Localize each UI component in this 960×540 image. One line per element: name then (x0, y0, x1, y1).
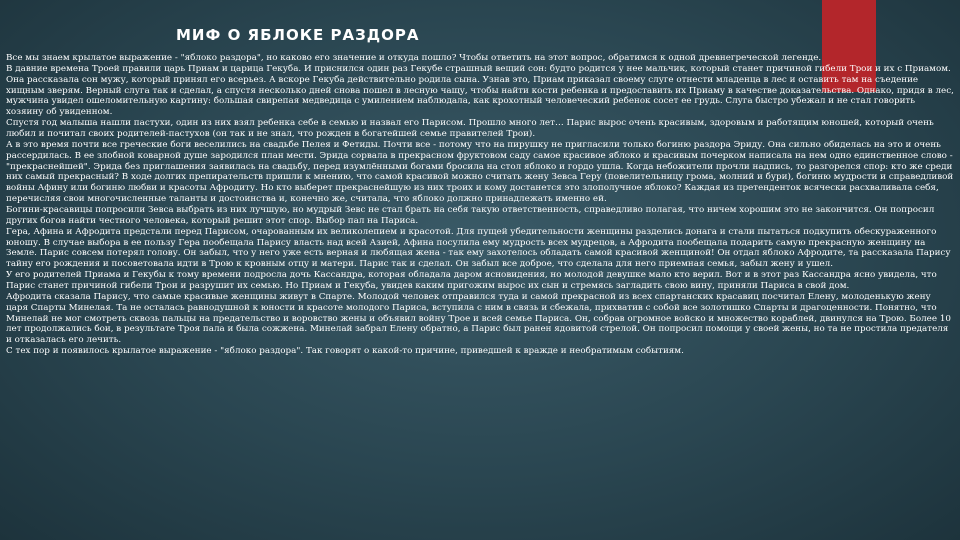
slide-body-text (6, 53, 954, 537)
paragraph: В давние времена Троей правили царь Приам и царица Гекуба. И приснился один раз Гекубе страшный вещий сон: будто родится у нее мальчик, который станет причиной гибели Трои и их с Приамом. Она рассказала сон мужу, который принял его всерьез. А вскоре Гекуба действительно родила сына. Узнав это, Приам приказал своему слуге отнести младенца в лес и оставить там на съедение хищным зверям. Верный слуга так и сделал, а спустя несколько дней снова пошел в лесную чащу, чтобы найти кости ребенка и предоставить их Приаму в качестве доказательства. Однако, придя в лес, мужчина увидел ошеломительную картину: большая свирепая медведица с умилением наблюдала, как крохотный человеческий ребенок сосет ее грудь. Слуга быстро убежал и не стал говорить хозяину об увиденном. (6, 63, 954, 118)
paragraph: Богини-красавицы попросили Зевса выбрать из них лучшую, но мудрый Зевс не стал брать на себя такую ответственность, справедливо полагая, что ничем хорошим это не закончится. Он попросил других богов найти честного человека, который решит этот спор. Выбор пал на Париса. (6, 205, 935, 226)
paragraph: С тех пор и появилось крылатое выражение - "яблоко раздора". Так говорят о какой-то причине, приведшей к вражде и необратимым событиям. (6, 346, 684, 357)
paragraph: Гера, Афина и Афродита предстали перед Парисом, очарованным их великолепием и красотой. Для пущей убедительности женщины разделись донага и стали пытаться подкупить обескураженного юношу. В случае выбора в ее пользу Гера пообещала Парису власть над всей Азией, Афина посулила ему мудрость всех мудрецов, а Афродита пообещала подарить самую прекрасную женщину на Земле. Парис совсем потерял голову. Он забыл, что у него уже есть верная и любящая жена - так ему захотелось обладать самой красивой женщиной! Он отдал яблоко Афродите, та рассказала Парису тайну его рождения и посоветовала идти в Трою к кровным отцу и матери. Парис так и сделал. Он забыл все доброе, что сделала для него приемная семья, забыл жену и ушел. (6, 226, 951, 270)
paragraph: А в это время почти все греческие боги веселились на свадьбе Пелея и Фетиды. Почти все - потому что на пирушку не пригласили только богиню раздора Эриду. Она сильно обиделась на это и очень рассердилась. В ее злобной коварной душе зародился план мести. Эрида сорвала в прекрасном фруктовом саду самое красивое яблоко и красивым почерком написала на нем одно единственное слово - "прекраснейшей". Эрида без приглашения заявилась на свадьбу, перед изумлёнными богами бросила на стол яблоко и гордо ушла. Когда небожители прочли надпись, то разгорелся спор: кто же среди них самый прекрасный? В ходе долгих препирательств пришли к мнению, что самой красивой можно считать жену Зевса Геру (повелительницу грома, молний и бури), богиню мудрости и справедливой войны Афину или богиню любви и красоты Афродиту. Но кто выберет прекраснейшую из них троих и кому достанется это злополучное яблоко? Каждая из претенденток всячески расхваливала себя, перечисляя свои многочисленные таланты и достоинства и, конечно же, считала, что яблоко должно принадлежать именно ей. (6, 139, 954, 205)
paragraph: Спустя год малыша нашли пастухи, один из них взял ребенка себе в семью и назвал его Парисом. Прошло много лет… Парис вырос очень красивым, здоровым и работящим юношей, который очень любил и почитал своих родителей-пастухов (он так и не знал, что рожден в богатейшей семье правителей Трои). (6, 118, 934, 140)
paragraph: Все мы знаем крылатое выражение - "яблоко раздора", но каково его значение и откуда пошло? Чтобы ответить на этот вопрос, обратимся к одной древнегреческой легенде. (6, 53, 822, 63)
paragraph: У его родителей Приама и Гекубы к тому времени подросла дочь Кассандра, которая обладала даром ясновидения, но молодой девушке мало кто верил. Вот и в этот раз Кассандра ясно увидела, что Парис станет причиной гибели Трои и разрушит их семью. Но Приам и Гекуба, увидев каким пригожим вырос их сын и стремясь загладить свою вину, приняли Париса в свой дом. (6, 270, 937, 292)
paragraph: Афродита сказала Парису, что самые красивые женщины живут в Спарте. Молодой человек отправился туда и самой прекрасной из всех спартанских красавиц посчитал Елену, молоденькую жену царя Спарты Минелая. Та не осталась равнодушной к юности и красоте молодого Париса, вступила с ним в связь и сбежала, прихватив с собой все золотишко Спарты и драгоценности. Понятно, что Минелай не мог смотреть сквозь пальцы на предательство и воровство жены и объявил войну Трое и всей семье Париса. Он, собрав огромное войско и множество кораблей, двинулся на Трою. Более 10 лет продолжались бои, в результате Троя пала и была сожжена. Минелай забрал Елену обратно, а Парис был ранен ядовитой стрелой. Он попросил помощи у своей жены, но та не простила предателя и отказалась его лечить. (6, 291, 951, 346)
slide-title: МИФ О ЯБЛОКЕ РАЗДОРА (176, 26, 420, 44)
